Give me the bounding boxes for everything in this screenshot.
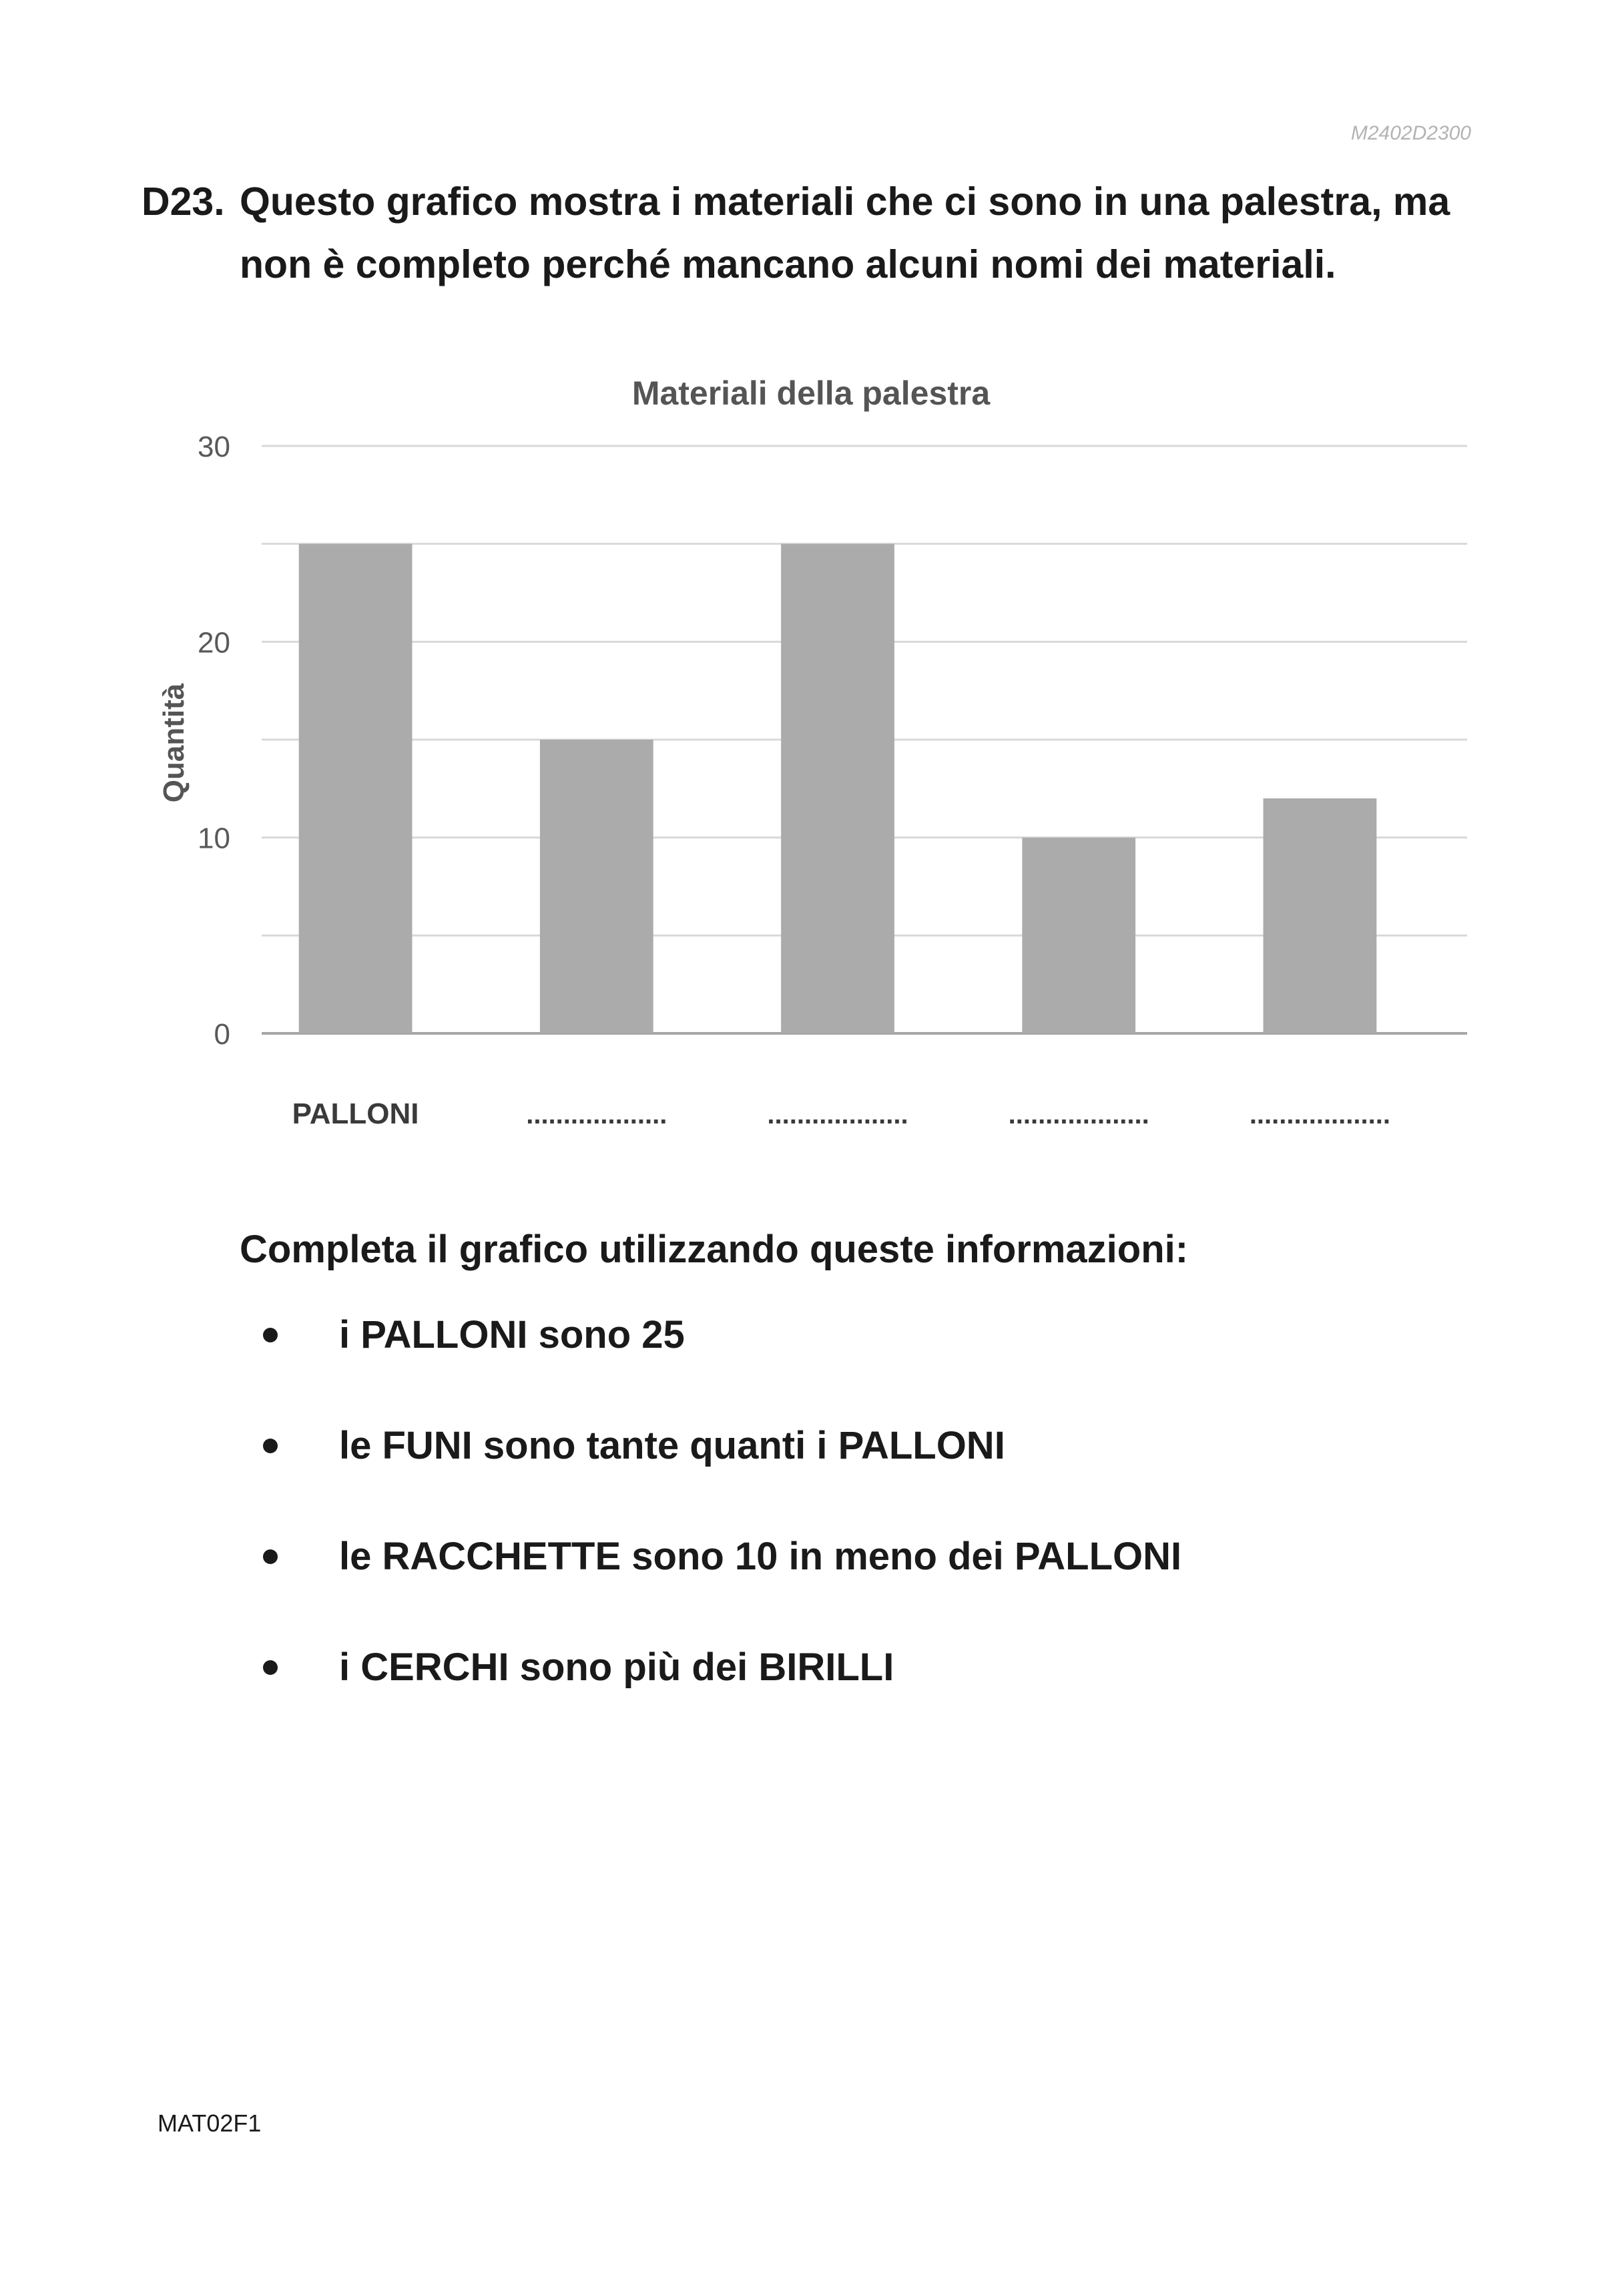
- bar: [1022, 838, 1135, 1033]
- x-category-label: ...................: [526, 1100, 667, 1129]
- instruction-text: i CERCHI sono più dei BIRILLI: [339, 1646, 894, 1689]
- bullet-icon: [263, 1439, 278, 1453]
- document-code: M2402D2300: [1350, 122, 1471, 144]
- instruction-text: le RACCHETTE sono 10 in meno dei PALLONI: [339, 1535, 1182, 1578]
- instruction-text: i PALLONI sono 25: [339, 1313, 685, 1356]
- instructions-heading: Completa il grafico utilizzando queste informazioni:: [240, 1228, 1189, 1271]
- x-category-label: ...................: [767, 1100, 908, 1129]
- footer-code: MAT02F1: [158, 2109, 262, 2137]
- y-tick-label: 0: [214, 1018, 230, 1051]
- bullet-icon: [263, 1660, 278, 1675]
- question-number: D23.: [142, 180, 225, 224]
- bar: [299, 544, 413, 1033]
- bullet-icon: [263, 1549, 278, 1564]
- chart-title: Materiali della palestra: [631, 374, 991, 412]
- bar: [540, 740, 653, 1033]
- y-tick-label: 30: [198, 431, 230, 463]
- y-axis-label: Quantità: [158, 683, 190, 803]
- x-category-label: PALLONI: [292, 1097, 419, 1130]
- x-category-label: ...................: [1249, 1100, 1390, 1129]
- bullet-icon: [263, 1328, 278, 1342]
- x-category-label: ...................: [1008, 1100, 1149, 1129]
- question-text: Questo grafico mostra i materiali che ci sono in una palestra, ma non è completo perché mancano alcuni nomi dei materiali.: [240, 180, 1450, 287]
- instruction-text: le FUNI sono tante quanti i PALLONI: [339, 1424, 1005, 1467]
- y-tick-label: 10: [198, 822, 230, 855]
- y-tick-label: 20: [198, 626, 230, 660]
- bar: [781, 544, 894, 1033]
- bar: [1264, 798, 1377, 1033]
